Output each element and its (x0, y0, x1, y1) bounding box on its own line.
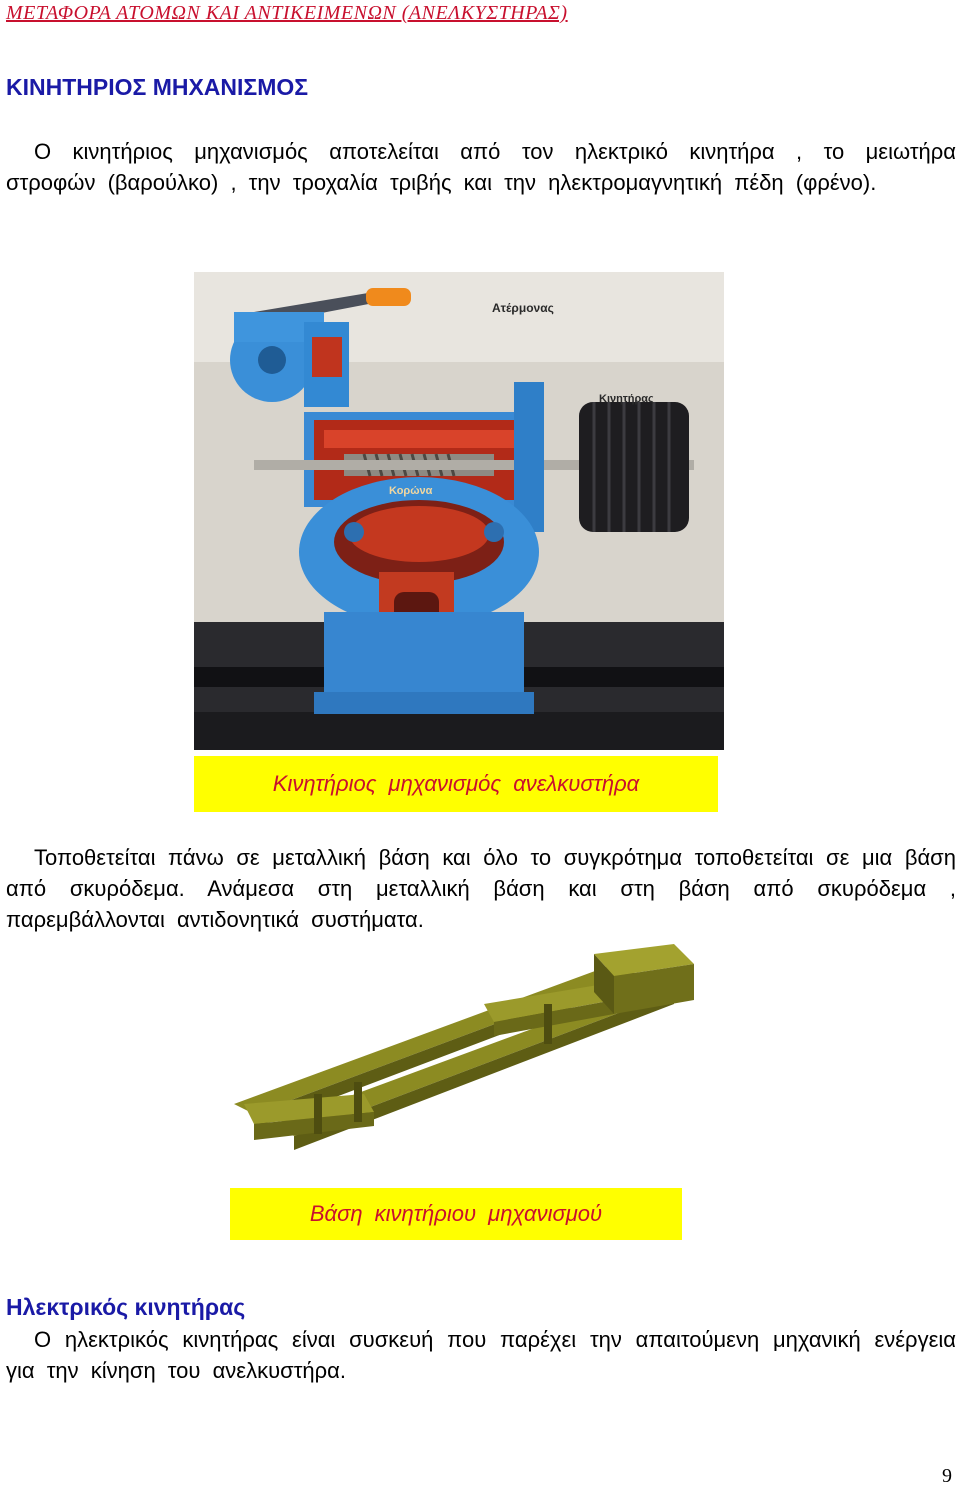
drive-mechanism-photo (194, 272, 724, 750)
base-frame-illustration (214, 944, 704, 1162)
figure2-caption: Βάση κινητήριου μηχανισμού (230, 1188, 682, 1240)
paragraph-mounting-base: Τοποθετείται πάνω σε μεταλλική βάση και όλο το συγκρότημα τοποθετείται σε μια βάση από σκυρόδεμα. Ανάμεσα στη μεταλλική βάση και στη βάση από σκυρόδεμα , παρεμβάλλονται αντιδονητικά συστήματα. (6, 845, 956, 932)
label-gear: Κορώνα (389, 485, 433, 497)
label-worm: Ατέρμονας (492, 301, 554, 315)
figure1-caption: Κινητήριος μηχανισμός ανελκυστήρα (194, 756, 718, 812)
steel-base-drawing (214, 944, 704, 1162)
label-motor: Κινητήρας (599, 393, 654, 405)
page-number: 9 (942, 1465, 952, 1487)
drive-mechanism-illustration (194, 272, 724, 750)
paragraph-drive-mechanism: Ο κινητήριος μηχανισμός αποτελείται από τον ηλεκτρικό κινητήρα , το μειωτήρα στροφών (βαρούλκο) , την τροχαλία τριβής και την ηλεκτρομαγνητική πέδη (φρένο). (6, 139, 956, 195)
section-title-electric-motor: Ηλεκτρικός κινητήρας (6, 1294, 246, 1320)
paragraph-electric-motor: Ο ηλεκτρικός κινητήρας είναι συσκευή που παρέχει την απαιτούμενη μηχανική ενέργεια για την κίνηση του ανελκυστήρα. (6, 1327, 956, 1383)
section-title-drive-mechanism: ΚΙΝΗΤΗΡΙΟΣ ΜΗΧΑΝΙΣΜΟΣ (6, 74, 309, 100)
running-header: ΜΕΤΑΦΟΡΑ ΑΤΟΜΩΝ ΚΑΙ ΑΝΤΙΚΕΙΜΕΝΩΝ (ΑΝΕΛΚΥΣΤΗΡΑΣ) (6, 2, 568, 24)
